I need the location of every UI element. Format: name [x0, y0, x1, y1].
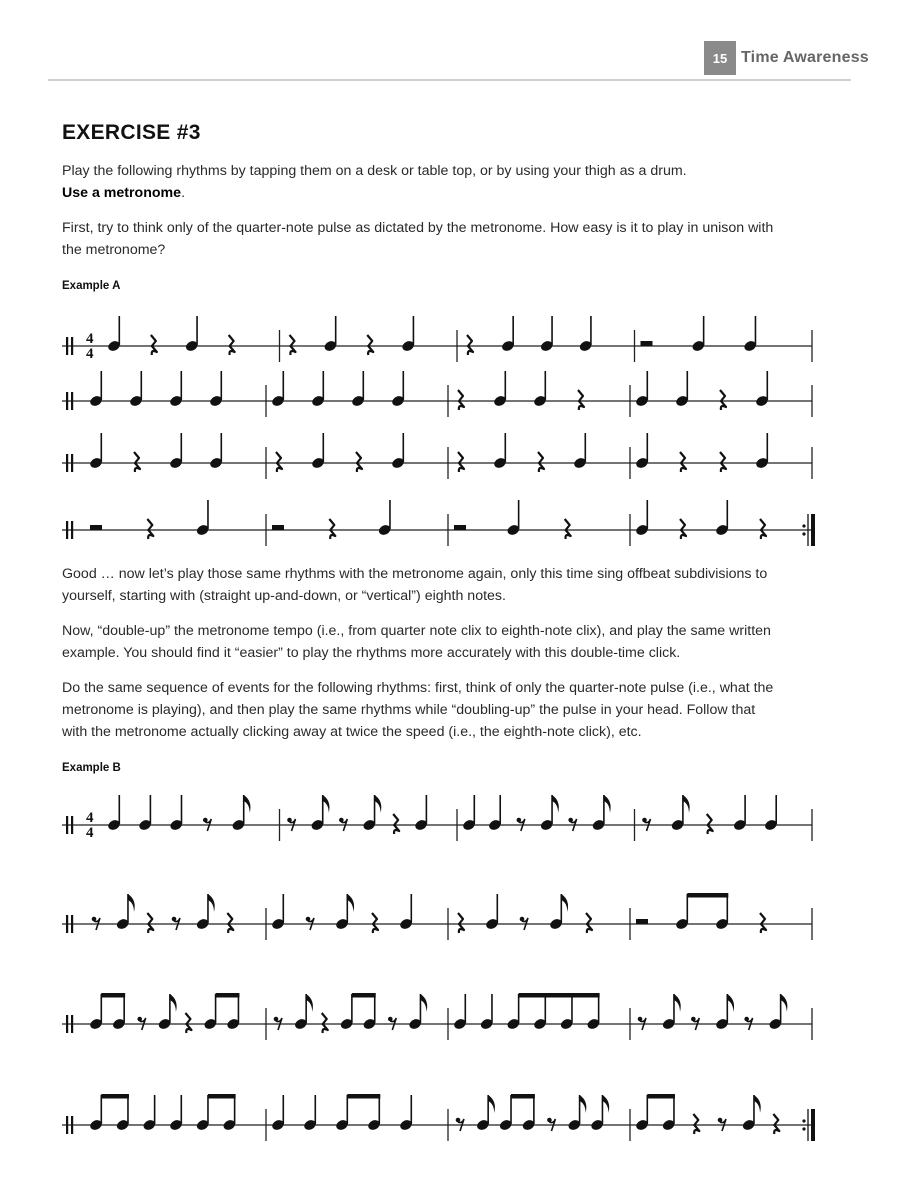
quarter-rest [538, 452, 544, 472]
eighth-rest-dot [744, 1017, 749, 1022]
quarter-rest [185, 1013, 191, 1033]
eighth-flag [375, 795, 382, 813]
intro-emphasis: Use a metronome [62, 185, 182, 201]
eighth-rest-dot [388, 1017, 393, 1022]
percussion-clef-bar [71, 454, 73, 472]
quarter-rest [760, 519, 766, 539]
quarter-rest [276, 452, 282, 472]
quarter-rest [720, 452, 726, 472]
eighth-flag [781, 994, 788, 1012]
intro-paragraph [62, 160, 782, 204]
quarter-rest [356, 452, 362, 472]
repeat-dot [802, 1127, 805, 1130]
quarter-rest [680, 519, 686, 539]
paragraph-sequence: Do the same sequence of events for the following rhythms: first, think of only the quarter-note pulse (i.e., what the metronome is playing), and then play the same rhythms while “doubling-up” the pulse in your head. Follow that with the metronome actually clicking away at twice the speed (i.e., the eighth-note click), etc. [62, 680, 774, 740]
percussion-clef-bar [71, 337, 73, 355]
eighth-rest-dot [568, 818, 573, 823]
time-sig-denominator: 4 [86, 346, 94, 362]
note-beam [347, 1094, 380, 1099]
eighth-flag [170, 994, 177, 1012]
quarter-rest [458, 390, 464, 410]
eighth-rest-dot [287, 818, 292, 823]
eighth-rest-dot [718, 1118, 723, 1123]
eighth-flag [306, 994, 313, 1012]
example-a-notation [0, 300, 900, 560]
quarter-rest [329, 519, 335, 539]
eighth-rest-dot [517, 818, 522, 823]
quarter-rest [134, 452, 140, 472]
eighth-rest-dot [274, 1017, 279, 1022]
intro-period: . [181, 185, 186, 201]
paragraph-double-up: Now, “double-up” the metronome tempo (i.e., from quarter note clix to eighth-note clix), and play the same written example. You should find it “easier” to play the rhythms more accurately with this double-time click. [62, 623, 771, 661]
eighth-flag [208, 894, 215, 912]
quarter-rest [720, 390, 726, 410]
quarter-rest [322, 1013, 328, 1033]
quarter-rest [458, 452, 464, 472]
percussion-clef-bar [66, 915, 68, 933]
eighth-flag [602, 1095, 609, 1113]
half-rest [454, 525, 466, 530]
intro-text: Play the following rhythms by tapping them on a desk or table top, or by using your thigh as a drum. [62, 163, 687, 179]
note-beam [101, 1094, 129, 1099]
eighth-rest-dot [306, 917, 311, 922]
half-rest [272, 525, 284, 530]
eighth-rest-dot [137, 1017, 142, 1022]
exercise-heading: EXERCISE #3 [62, 121, 201, 144]
eighth-flag [604, 795, 611, 813]
quarter-rest [229, 335, 235, 355]
percussion-clef-bar [71, 392, 73, 410]
page-header [48, 40, 869, 80]
eighth-rest-dot [520, 917, 525, 922]
repeat-dot [802, 524, 805, 527]
paragraph-offbeat-subdivisions: Good … now let’s play those same rhythms with the metronome again, only this time sing offbeat subdivisions to yourself, starting with (straight up-and-down, or “vertical”) eighth notes. [62, 566, 768, 604]
percussion-clef-bar [71, 816, 73, 834]
final-barline-thick [811, 514, 815, 546]
eighth-rest-dot [456, 1118, 461, 1123]
quarter-rest [147, 519, 153, 539]
paragraph-quarter-pulse: First, try to think only of the quarter-note pulse as dictated by the metronome. How easy is it to play in unison with the metronome? [62, 220, 774, 258]
percussion-clef-bar [66, 392, 68, 410]
note-beam [687, 893, 728, 898]
example-a-label: Example A [62, 280, 121, 292]
eighth-rest-dot [339, 818, 344, 823]
note-beam [511, 1094, 535, 1099]
eighth-flag [561, 894, 568, 912]
quarter-rest [372, 913, 378, 933]
eighth-rest-dot [691, 1017, 696, 1022]
eighth-flag [323, 795, 330, 813]
eighth-flag [347, 894, 354, 912]
eighth-flag [488, 1095, 495, 1113]
chapter-title: Time Awareness [741, 49, 869, 66]
quarter-rest [151, 335, 157, 355]
quarter-rest [693, 1114, 699, 1134]
note-beam [519, 993, 600, 998]
eighth-rest-dot [172, 917, 177, 922]
percussion-clef-bar [66, 1015, 68, 1033]
quarter-rest [147, 913, 153, 933]
repeat-dot [802, 532, 805, 535]
percussion-clef-bar [71, 1116, 73, 1134]
eighth-flag [754, 1095, 761, 1113]
eighth-flag [244, 795, 251, 813]
note-beam [647, 1094, 675, 1099]
quarter-rest [707, 814, 713, 834]
quarter-rest [290, 335, 296, 355]
percussion-clef-bar [71, 1015, 73, 1033]
time-sig-numerator: 4 [86, 810, 94, 826]
quarter-rest [578, 390, 584, 410]
quarter-rest [458, 913, 464, 933]
header-divider [48, 79, 851, 81]
eighth-rest-dot [638, 1017, 643, 1022]
quarter-rest [565, 519, 571, 539]
percussion-clef-bar [71, 521, 73, 539]
quarter-rest [467, 335, 473, 355]
note-beam [216, 993, 240, 998]
quarter-rest [773, 1114, 779, 1134]
eighth-rest-dot [642, 818, 647, 823]
eighth-flag [727, 994, 734, 1012]
time-sig-denominator: 4 [86, 825, 94, 841]
percussion-clef-bar [66, 1116, 68, 1134]
time-sig-numerator: 4 [86, 331, 94, 347]
half-rest [90, 525, 102, 530]
eighth-flag [420, 994, 427, 1012]
repeat-dot [802, 1119, 805, 1122]
percussion-clef-bar [66, 337, 68, 355]
eighth-flag [580, 1095, 587, 1113]
percussion-clef-bar [66, 521, 68, 539]
eighth-flag [674, 994, 681, 1012]
percussion-clef-bar [66, 454, 68, 472]
eighth-rest-dot [203, 818, 208, 823]
half-rest [641, 341, 653, 346]
quarter-rest [227, 913, 233, 933]
percussion-clef-bar [66, 816, 68, 834]
eighth-rest-dot [92, 917, 97, 922]
note-beam [352, 993, 376, 998]
note-beam [101, 993, 125, 998]
final-barline-thick [811, 1109, 815, 1141]
quarter-rest [393, 814, 399, 834]
page-number-badge: 15 [704, 41, 736, 75]
note-beam [208, 1094, 236, 1099]
eighth-rest-dot [547, 1118, 552, 1123]
example-b-label: Example B [62, 762, 121, 774]
half-rest [636, 919, 648, 924]
quarter-rest [760, 913, 766, 933]
example-b-notation [0, 780, 900, 1160]
quarter-rest [680, 452, 686, 472]
eighth-flag [683, 795, 690, 813]
percussion-clef-bar [71, 915, 73, 933]
quarter-rest [367, 335, 373, 355]
eighth-flag [552, 795, 559, 813]
quarter-rest [586, 913, 592, 933]
eighth-flag [128, 894, 135, 912]
